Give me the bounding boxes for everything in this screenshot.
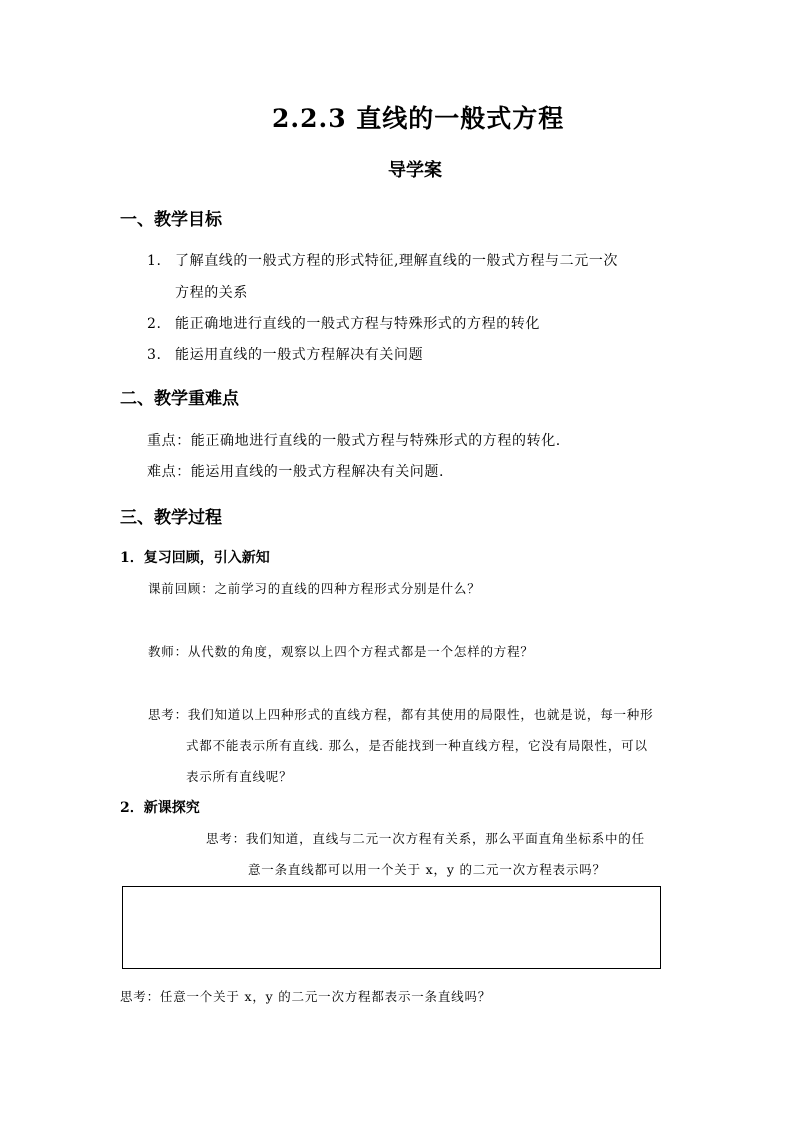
think-question-1-line2: 式都不能表示所有直线. 那么，是否能找到一种直线方程，它没有局限性，可以: [186, 738, 648, 753]
think-question-3: 思考：任意一个关于 x，y 的二元一次方程都表示一条直线吗？: [120, 989, 492, 1004]
page-title: 2.2.3 直线的一般式方程: [272, 104, 565, 133]
answer-box[interactable]: [122, 886, 661, 969]
think-question-1-line1: 思考：我们知道以上四种形式的直线方程，都有其使用的局限性，也就是说，每一种形: [148, 707, 654, 722]
section-keypoints-heading: 二、教学重难点: [120, 389, 239, 409]
think-question-2-line2: 意一条直线都可以用一个关于 x，y 的二元一次方程表示吗？: [248, 862, 606, 877]
teacher-question: 教师：从代数的角度，观察以上四个方程式都是一个怎样的方程？: [148, 644, 534, 659]
focus-text: 重点：能正确地进行直线的一般式方程与特殊形式的方程的转化.: [147, 433, 561, 449]
goal-item-number: 3.: [147, 347, 162, 363]
section-goals-heading: 一、教学目标: [120, 210, 222, 230]
goal-item-number: 1.: [147, 253, 162, 269]
goal-item-3: [147, 344, 423, 364]
section-process-heading: 三、教学过程: [120, 508, 222, 528]
goal-item-text: 了解直线的一般式方程的形式特征,理解直线的一般式方程与二元一次: [175, 253, 619, 269]
page-subtitle: 导学案: [388, 160, 442, 181]
goal-item-text: 能运用直线的一般式方程解决有关问题: [175, 347, 424, 363]
goal-item-1: [147, 250, 618, 270]
think-question-1-line3: 表示所有直线呢？: [186, 769, 293, 784]
goal-item-text: 能正确地进行直线的一般式方程与特殊形式的方程的转化: [175, 316, 540, 332]
difficulty-text: 难点：能运用直线的一般式方程解决有关问题.: [147, 464, 445, 480]
step2-heading: 2．新课探究: [120, 800, 200, 816]
step1-heading: 1．复习回顾，引入新知: [120, 550, 270, 566]
think-question-2-line1: 思考：我们知道，直线与二元一次方程有关系，那么平面直角坐标系中的任: [206, 831, 645, 846]
goal-item-number: 2.: [147, 316, 162, 332]
review-question: 课前回顾：之前学习的直线的四种方程形式分别是什么？: [148, 581, 481, 596]
goal-item-2: [147, 313, 540, 333]
goal-item-1-continuation: 方程的关系: [175, 285, 248, 301]
